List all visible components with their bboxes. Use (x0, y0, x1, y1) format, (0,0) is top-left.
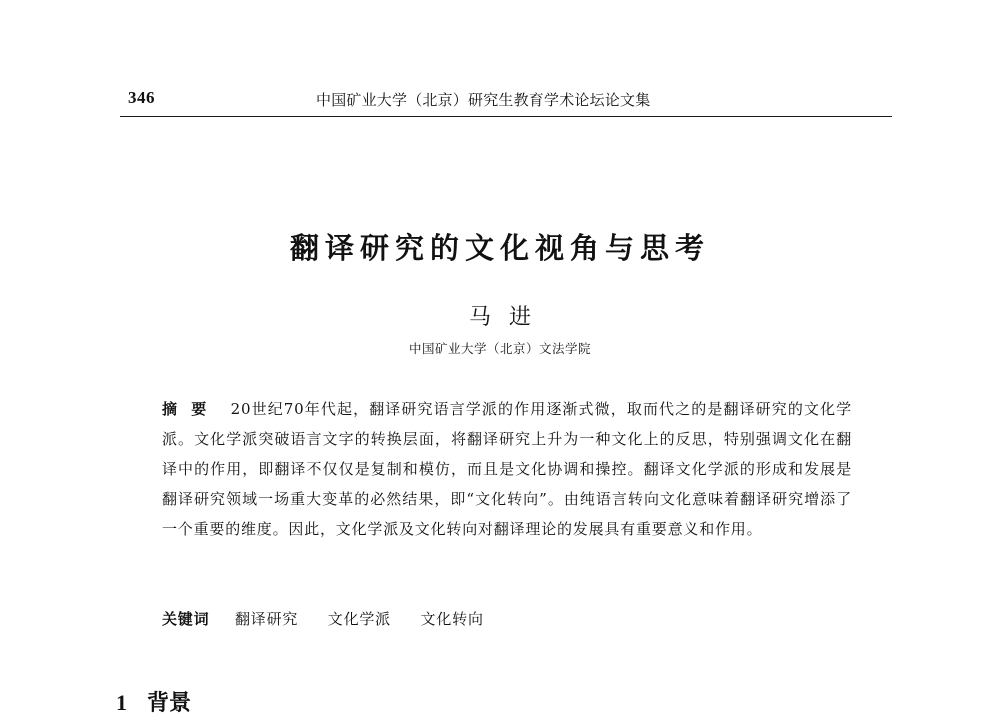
author-name: 马进 (468, 305, 549, 330)
keywords-label: 关键词 (162, 610, 210, 628)
keyword: 文化学派 (327, 610, 391, 628)
keyword: 文化转向 (420, 610, 484, 628)
abstract-text: 20世纪70年代起，翻译研究语言学派的作用逐渐式微，取而代之的是翻译研究的文化学派。文化学派突破语言文字的转换层面，将翻译研究上升为一种文化上的反思，特别强调文化在翻译中的作用，即翻译不仅仅是复制和模仿，而且是文化协调和操控。翻译文化学派的形成和发展是翻译研究领域一场重大变革的必然结果，即“文化转向”。由纯语言转向文化意味着翻译研究增添了一个重要的维度。因此，文化学派及文化转向对翻译理论的发展具有重要意义和作用。 (162, 400, 852, 538)
article-title: 翻译研究的文化视角与思考 (289, 231, 710, 265)
section-heading (116, 686, 191, 717)
keyword: 翻译研究 (234, 610, 299, 628)
abstract-label: 摘要 (162, 400, 221, 418)
section-title: 背景 (147, 691, 192, 716)
section-number: 1 (116, 690, 127, 715)
author-affiliation: 中国矿业大学（北京）文法学院 (408, 341, 591, 356)
page-number: 346 (128, 88, 155, 107)
abstract (162, 394, 852, 544)
running-header (120, 86, 892, 117)
keywords (162, 608, 508, 629)
running-title: 中国矿业大学（北京）研究生教育学术论坛论文集 (316, 91, 651, 109)
